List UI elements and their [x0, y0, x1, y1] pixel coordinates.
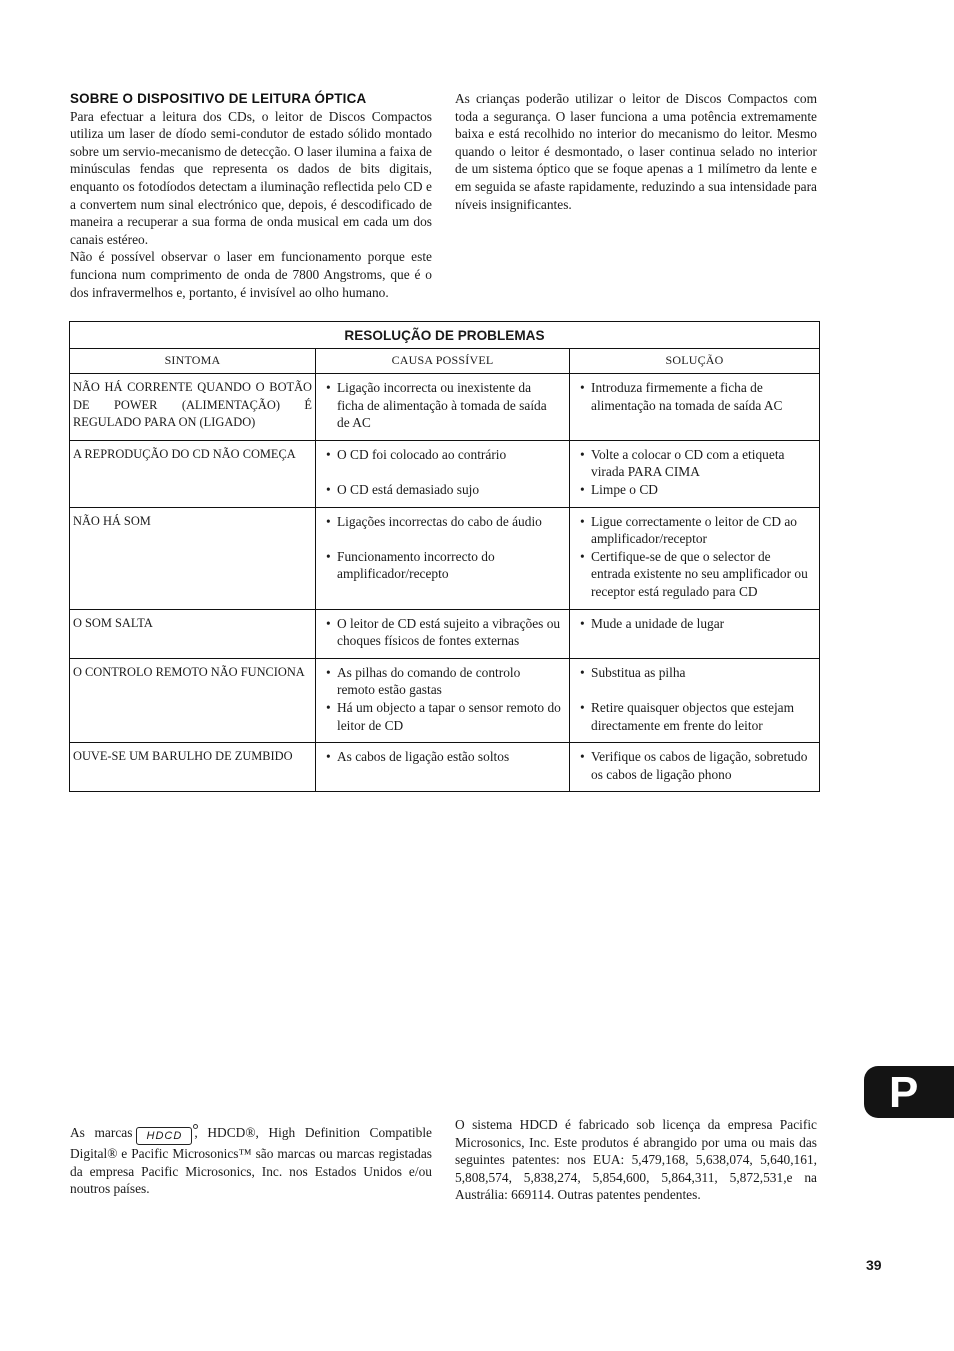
cause-item: • Funcionamento incorrecto do amplificador/recepto: [326, 548, 561, 583]
cause-item: • O CD está demasiado sujo: [326, 481, 561, 499]
trademark-prefix: As marcas: [70, 1125, 133, 1140]
symptom-cell: O CONTROLO REMOTO NÃO FUNCIONA: [70, 658, 316, 742]
column-header-symptom: SINTOMA: [70, 349, 316, 374]
page-number: 39: [866, 1257, 882, 1273]
solution-item: • Introduza firmemente a ficha de alimentação na tomada de saída AC: [580, 379, 811, 414]
license-paragraph: O sistema HDCD é fabricado sob licença da empresa Pacific Microsonics, Inc. Este produtos é abrangido por uma ou mais das seguintes patentes: nos EUA: 5,479,168, 5,638,074, 5,640,161, 5,808,574, 5,838,274, 5,854,600, 5,864,311, 5,872,531,e na Austrália: 669114. Outras patentes pendentes.: [455, 1117, 817, 1203]
table-row: [70, 440, 820, 507]
solution-item: • Retire quaisquer objectos que estejam directamente em frente do leitor: [580, 699, 811, 734]
solution-item: • Substitua as pilha: [580, 664, 811, 682]
troubleshooting-table: [69, 321, 820, 792]
table-row: [70, 609, 820, 658]
solution-cell: [570, 374, 820, 441]
table-row: [70, 507, 820, 609]
cause-item: • As pilhas do comando de controlo remoto estão gastas: [326, 664, 561, 699]
cause-cell: [316, 658, 570, 742]
cause-item: • O CD foi colocado ao contrário: [326, 446, 561, 464]
table-row: [70, 743, 820, 792]
table-title: RESOLUÇÃO DE PROBLEMAS: [70, 322, 820, 349]
solution-cell: [570, 743, 820, 792]
license-notice: [455, 1116, 817, 1204]
language-tab: [864, 1066, 954, 1118]
symptom-cell: NÃO HÁ SOM: [70, 507, 316, 609]
trademark-paragraph: [70, 1124, 432, 1198]
language-tab-letter: P: [889, 1068, 919, 1117]
solution-item: • Limpe o CD: [580, 481, 811, 499]
solution-cell: [570, 440, 820, 507]
cause-item: • As cabos de ligação estão soltos: [326, 748, 561, 766]
column-header-solution: SOLUÇÃO: [570, 349, 820, 374]
symptom-cell: NÃO HÁ CORRENTE QUANDO O BOTÃO DE POWER (ALIMENTAÇÃO) É REGULADO PARA ON (LIGADO): [70, 374, 316, 441]
cause-item: • Há um objecto a tapar o sensor remoto do leitor de CD: [326, 699, 561, 734]
table-row: [70, 374, 820, 441]
solution-item: • Volte a colocar o CD com a etiqueta virada PARA CIMA: [580, 446, 811, 481]
solution-cell: [570, 658, 820, 742]
solution-item: • Certifique-se de que o selector de entrada existente no seu amplificador ou receptor está regulado para CD: [580, 548, 811, 601]
table-row: [70, 658, 820, 742]
symptom-cell: O SOM SALTA: [70, 609, 316, 658]
cause-item: • O leitor de CD está sujeito a vibrações ou choques físicos de fontes externas: [326, 615, 561, 650]
cause-cell: [316, 507, 570, 609]
cause-cell: [316, 440, 570, 507]
laser-section-right: [455, 90, 817, 213]
laser-paragraph-1: Para efectuar a leitura dos CDs, o leitor de Discos Compactos utiliza um laser de díodo semi-condutor de estado sólido montado sobre um servio-mecanismo de detecção. O laser ilumina a faixa de minúsculas fendas que representa os dados de bits digitais, enquanto os fotodíodos detectam a iluminação reflectida pelo CD e a convertem num sinal electrónico que, depois, é descodificado de maneira a recuperar a sua forma de onda musical em cada um dos canais estéreo.: [70, 108, 432, 247]
solution-item: • Mude a unidade de lugar: [580, 615, 811, 633]
section-heading: SOBRE O DISPOSITIVO DE LEITURA ÓPTICA: [70, 91, 367, 106]
solution-item: • Verifique os cabos de ligação, sobretudo os cabos de ligação phono: [580, 748, 811, 783]
cause-cell: [316, 743, 570, 792]
laser-section-left: [70, 90, 432, 301]
cause-cell: [316, 374, 570, 441]
laser-paragraph-3: As crianças poderão utilizar o leitor de Discos Compactos com toda a segurança. O laser funciona a uma potência extremamente baixa e está recolhido no interior do mecanismo do leitor. Mesmo quando o leitor é desmontado, o laser continua selado no interior de um sistema óptico que se foque apenas a 1 milímetro da lente e em seguida se afaste rapidamente, reduzindo a sua intensidade para níveis insignificantes.: [455, 91, 817, 212]
cause-item: • Ligações incorrectas do cabo de áudio: [326, 513, 561, 531]
trademark-notice: [70, 1124, 432, 1198]
laser-paragraph-2: Não é possível observar o laser em funcionamento porque este funciona num comprimento de onda de 7800 Angstroms, que é o dos infravermelhos e, portanto, é invisível ao olho humano.: [70, 249, 432, 300]
cause-item: • Ligação incorrecta ou inexistente da ficha de alimentação à tomada de saída de AC: [326, 379, 561, 432]
solution-item: • Ligue correctamente o leitor de CD ao amplificador/receptor: [580, 513, 811, 548]
solution-cell: [570, 609, 820, 658]
symptom-cell: OUVE-SE UM BARULHO DE ZUMBIDO: [70, 743, 316, 792]
cause-cell: [316, 609, 570, 658]
column-header-cause: CAUSA POSSÍVEL: [316, 349, 570, 374]
hdcd-logo: HDCD: [136, 1127, 192, 1145]
solution-cell: [570, 507, 820, 609]
trademark-text: , HDCD®, High Definition Compatible Digital® e Pacific Microsonics™ são marcas ou marcas registadas da empresa Pacific Microsonics, Inc. nos Estados Unidos e/ou noutros países.: [70, 1125, 432, 1197]
symptom-cell: A REPRODUÇÃO DO CD NÃO COMEÇA: [70, 440, 316, 507]
